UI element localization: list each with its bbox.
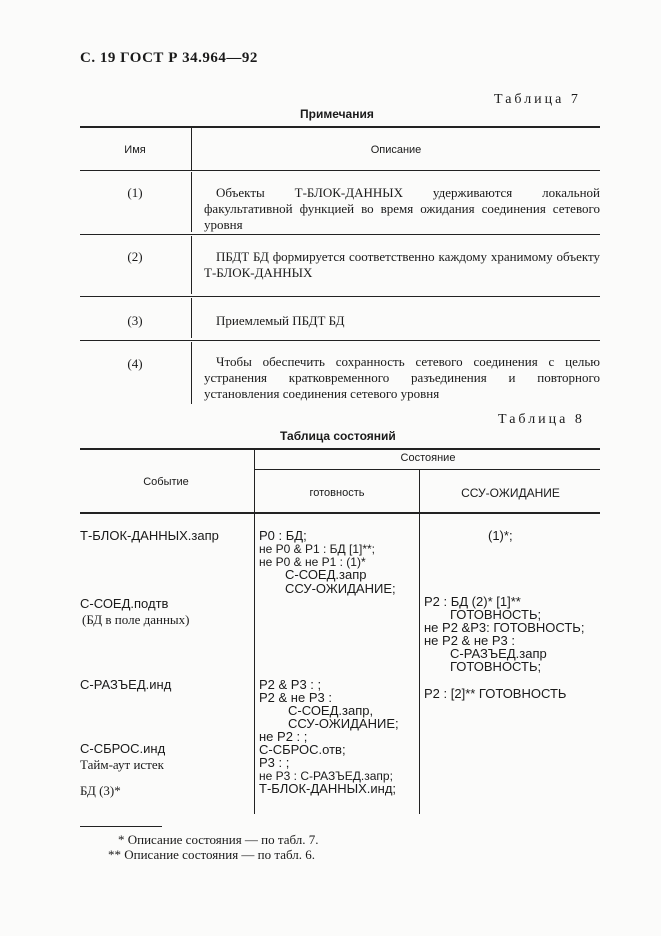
table7-row3-divider [191,298,192,338]
table7-row1-divider [191,172,192,232]
table7-row4-desc: Чтобы обеспечить сохранность сетевого соединения с целью устранения кратковременного разъединения и повторного установления соединения сетевого уровня [204,354,600,401]
ready-line: ССУ-ОЖИДАНИЕ; [288,716,399,731]
table8-header-rule [80,512,600,514]
table8-col-wait: ССУ-ОЖИДАНИЕ [461,486,560,500]
table7-col-name: Имя [124,144,146,156]
footnote-2: ** Описание состояния — по табл. 6. [108,847,316,862]
wait-line: ГОТОВНОСТЬ; [450,607,542,622]
ready-line: не Р0 & Р1 : БД [1]**; [259,542,376,556]
event-t-block-data-req: Т-БЛОК-ДАННЫХ.запр [80,528,219,543]
wait-line: ГОТОВНОСТЬ; [450,659,542,674]
ready-line: С-СОЕД.запр [285,567,367,582]
table8-col-event: Событие [143,476,189,488]
table7-row3-name: (3) [127,313,143,328]
table7-row2-rule [80,296,600,297]
table7-title: Примечания [300,107,374,121]
wait-line: Р2 : [2]** ГОТОВНОСТЬ [424,686,567,701]
wait-line: не Р2 & не Р3 : [424,633,515,648]
table7-header-divider [191,127,192,171]
ready-line: Т-БЛОК-ДАННЫХ.инд; [259,781,397,796]
table7-row1-rule [80,234,600,235]
ready-line: Р2 & Р3 : ; [259,677,322,692]
table7-label: Таблица 7 [494,92,581,107]
table7-row2-divider [191,236,192,294]
wait-line: С-РАЗЪЕД.запр [450,646,547,661]
table8-col-state: Состояние [400,452,456,464]
ready-line: Р3 : ; [259,755,290,770]
event-timeout: Тайм-аут истек [80,757,164,772]
table7-row3-rule [80,340,600,341]
table7-col-desc: Описание [370,144,422,156]
ready-line: не Р2 : ; [259,729,308,744]
wait-line: (1)*; [488,528,513,543]
event-c-conn-confirm: С-СОЕД.подтв [80,596,169,611]
page-header: С. 19 ГОСТ Р 34.964—92 [80,50,258,66]
wait-line: Р2 : БД (2)* [1]** [424,594,521,609]
table8-top-rule [80,448,600,450]
event-c-reset-ind: С-СБРОС.инд [80,741,166,756]
table8-col-ready: готовность [309,487,365,499]
table8-header-divider-event [254,449,255,513]
ready-line: ССУ-ОЖИДАНИЕ; [285,581,396,596]
table8-state-rule [255,469,600,470]
ready-line: С-СОЕД.запр, [288,703,374,718]
ready-line: не Р3 : С-РАЗЪЕД.запр; [259,769,393,783]
table8-label: Таблица 8 [498,412,585,427]
footnote-1: * Описание состояния — по табл. 7. [118,832,319,847]
table7-top-rule [80,126,600,128]
table8-title: Таблица состояний [280,429,396,443]
table7-row1-desc: Объекты Т-БЛОК-ДАННЫХ удерживаются локальной факультативной функцией во время ожидания соединения сетевого уровня [204,185,600,232]
table7-row3-desc: Приемлемый ПБДТ БД [216,313,345,328]
table7-row2-desc: ПБДТ БД формируется соответственно каждому хранимому объекту Т-БЛОК-ДАННЫХ [204,249,600,280]
table8-body-divider-event [254,514,255,814]
event-bd-3: БД (3)* [80,783,121,798]
event-c-conn-confirm-note: (БД в поле данных) [82,612,190,627]
table7-header-rule [80,170,600,171]
wait-line: не Р2 &Р3: ГОТОВНОСТЬ; [424,620,585,635]
ready-line: не Р0 & не Р1 : (1)* [259,555,366,569]
ready-line: С-СБРОС.отв; [259,742,346,757]
ready-line: Р0 : БД; [259,528,307,543]
table7-row4-name: (4) [127,356,143,371]
table7-row4-divider [191,342,192,404]
ready-line: Р2 & не Р3 : [259,690,332,705]
table8-body-divider-state [419,514,420,814]
table7-row1-name: (1) [127,185,143,200]
event-c-disconnect-ind: С-РАЗЪЕД.инд [80,677,172,692]
table8-header-divider-state [419,470,420,513]
footnote-rule [80,826,162,827]
table7-row2-name: (2) [127,249,143,264]
